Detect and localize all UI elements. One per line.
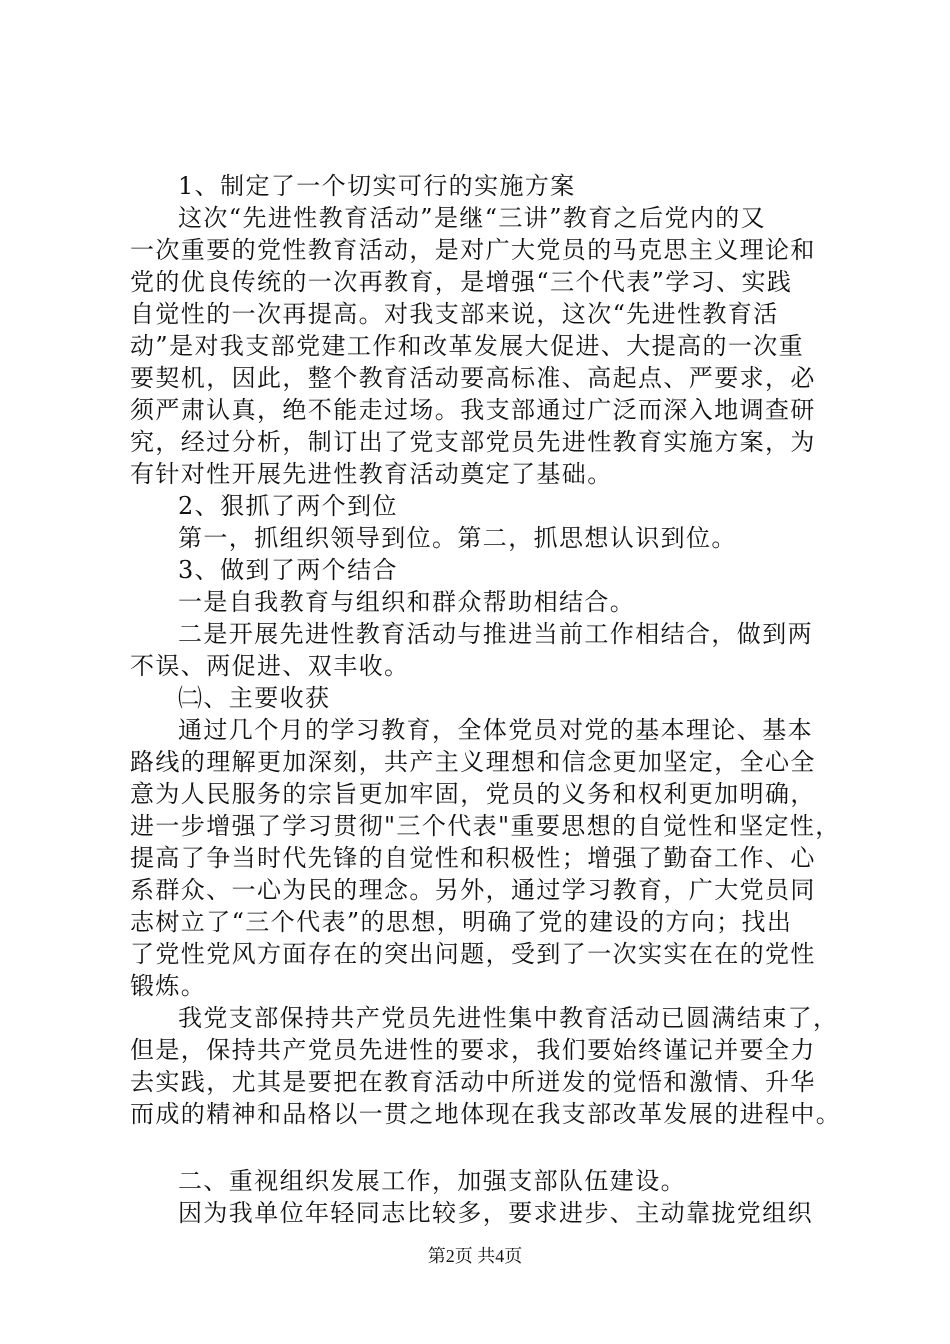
text-line: 我党支部保持共产党员先进性集中教育活动已圆满结束了， (178, 1004, 839, 1032)
paragraph (130, 618, 830, 682)
paragraph (130, 490, 830, 522)
paragraph (130, 554, 830, 586)
text-line: 1、制定了一个切实可行的实施方案 (178, 172, 576, 200)
text-line: 进一步增强了学习贯彻"三个代表"重要思想的自觉性和坚定性， (130, 812, 841, 840)
text-line: 一是自我教育与组织和群众帮助相结合。 (178, 588, 636, 616)
text-line: 去实践，尤其是要把在教育活动中所迸发的觉悟和激情、升华 (130, 1068, 816, 1096)
text-line: 党的优良传统的一次再教育，是增强“三个代表”学习、实践 (130, 268, 793, 296)
text-line: 2、狠抓了两个到位 (178, 492, 398, 520)
text-line: 须严肃认真，绝不能走过场。我支部通过广泛而深入地调查研 (130, 396, 816, 424)
text-line: 3、做到了两个结合 (178, 556, 398, 584)
paragraph (130, 170, 830, 202)
text-line: 自觉性的一次再提高。对我支部来说，这次“先进性教育活 (130, 300, 779, 328)
paragraph (130, 682, 830, 714)
text-line: 动”是对我支部党建工作和改革发展大促进、大提高的一次重 (130, 332, 805, 360)
text-line: 要契机，因此，整个教育活动要高标准、高起点、严要求，必 (130, 364, 816, 392)
text-line: 有针对性开展先进性教育活动奠定了基础。 (130, 460, 613, 488)
text-line: 通过几个月的学习教育，全体党员对党的基本理论、基本 (178, 716, 813, 744)
text-line: 第一，抓组织领导到位。第二，抓思想认识到位。 (178, 524, 737, 552)
paragraph (130, 522, 830, 554)
text-line: 锻炼。 (130, 972, 207, 1000)
text-line: 系群众、一心为民的理念。另外，通过学习教育，广大党员同 (130, 876, 816, 904)
paragraph (130, 586, 830, 618)
paragraph (130, 1165, 830, 1197)
text-line: 意为人民服务的宗旨更加牢固，党员的义务和权利更加明确， (130, 780, 816, 808)
paragraph-spacer (130, 1130, 830, 1165)
text-line: 路线的理解更加深刻，共产主义理想和信念更加坚定，全心全 (130, 748, 816, 776)
text-line: 二、重视组织发展工作，加强支部队伍建设。 (178, 1167, 686, 1195)
text-line: 究，经过分析，制订出了党支部党员先进性教育实施方案，为 (130, 428, 816, 456)
text-line: 一次重要的党性教育活动，是对广大党员的马克思主义理论和 (130, 236, 816, 264)
paragraph (130, 1002, 842, 1130)
text-line: 而成的精神和品格以一贯之地体现在我支部改革发展的进程中。 (130, 1100, 842, 1128)
text-line: 志树立了“三个代表”的思想，明确了党的建设的方向；找出 (130, 908, 793, 936)
text-line: 二是开展先进性教育活动与推进当前工作相结合，做到两 (178, 620, 813, 648)
text-line: 这次“先进性教育活动”是继“三讲”教育之后党内的又 (178, 204, 767, 232)
document-body (130, 170, 842, 1229)
paragraph (130, 202, 830, 490)
page-footer: 第2页 共4页 (427, 1246, 523, 1266)
paragraph (130, 714, 841, 1002)
text-line: 提高了争当时代先锋的自觉性和积极性；增强了勤奋工作、心 (130, 844, 816, 872)
text-line: 了党性党风方面存在的突出问题，受到了一次实实在在的党性 (130, 940, 816, 968)
paragraph (130, 1197, 830, 1229)
text-line: 但是，保持共产党员先进性的要求，我们要始终谨记并要全力 (130, 1036, 816, 1064)
text-line: ㈡、主要收获 (178, 684, 331, 712)
text-line: 因为我单位年轻同志比较多，要求进步、主动靠拢党组织 (178, 1199, 813, 1227)
text-line: 不误、两促进、双丰收。 (130, 652, 410, 680)
